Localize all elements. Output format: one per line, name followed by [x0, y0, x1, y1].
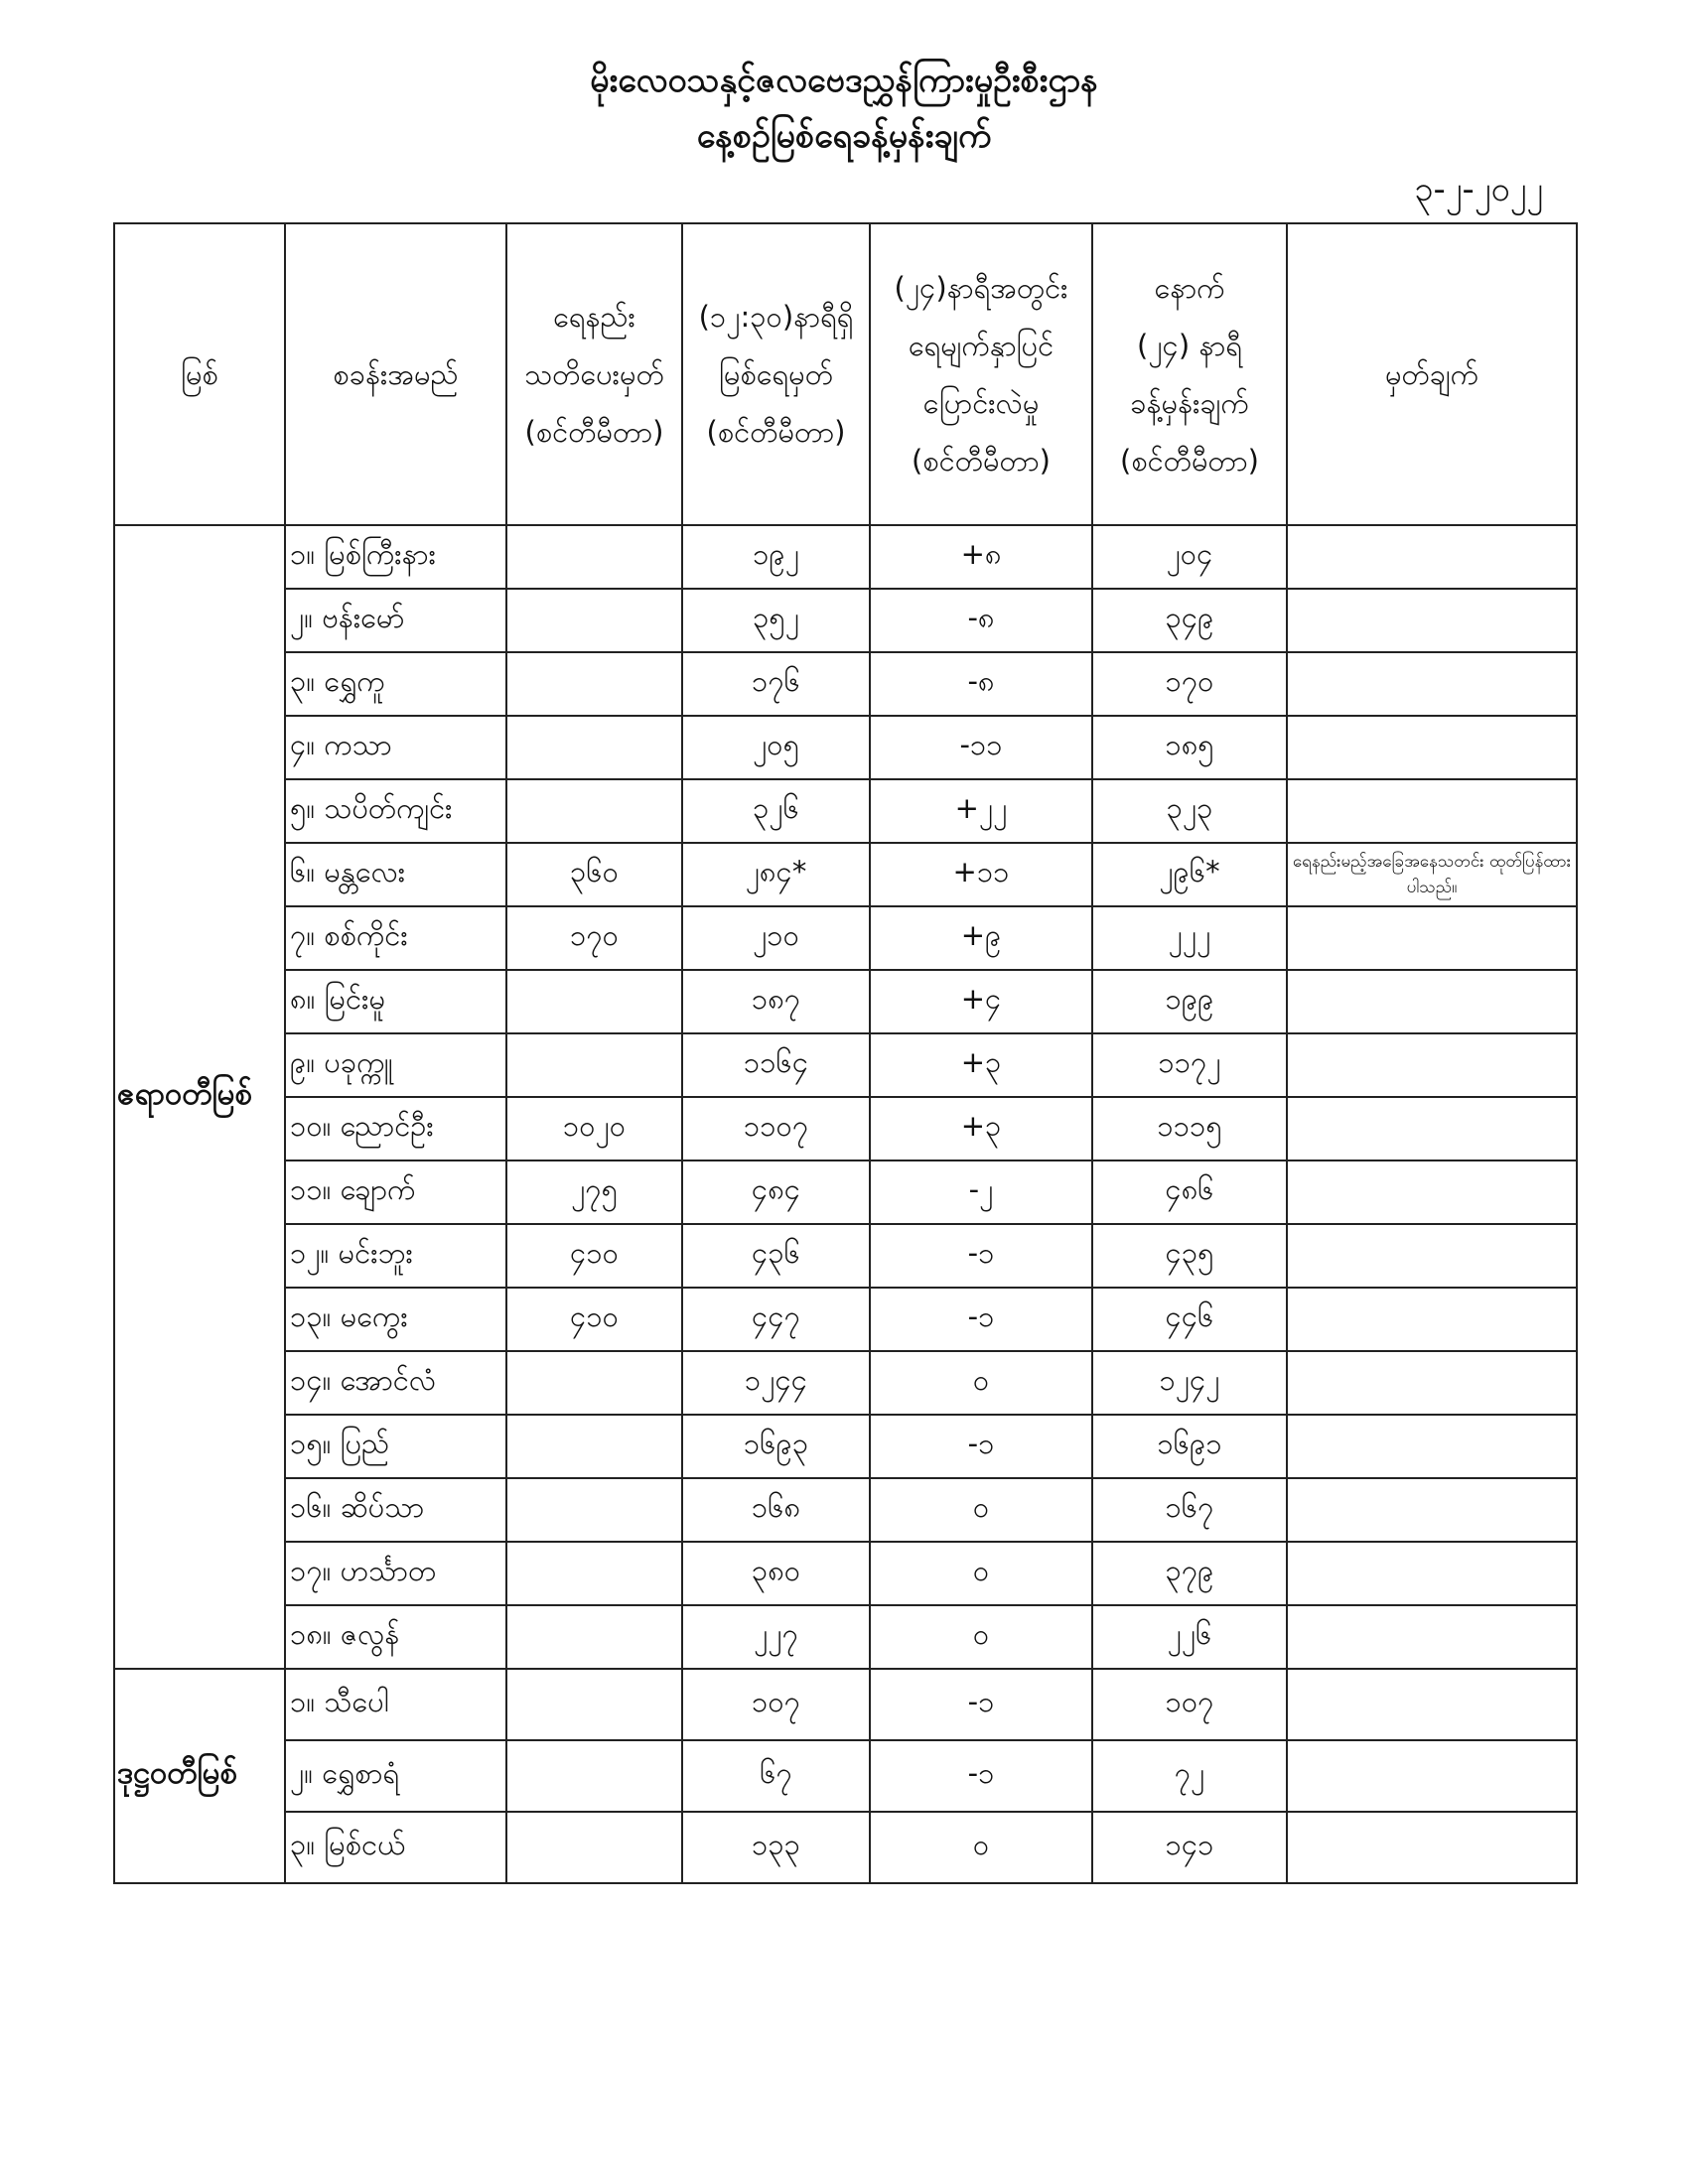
- remark-cell: ရေနည်းမည့်အခြေအနေသတင်း ထုတ်ပြန်ထားပါသည်။: [1287, 843, 1577, 906]
- header-line: ပြောင်းလဲမှု: [922, 386, 1040, 420]
- forecast-cell: ၄၈၆: [1092, 1160, 1287, 1224]
- station-cell: ၆။ မန္တလေး: [285, 843, 506, 906]
- table-row: [114, 1478, 1577, 1542]
- station-cell: ၁၄။ အောင်လံ: [285, 1351, 506, 1415]
- change-cell: ၀: [870, 1478, 1092, 1542]
- table-body: [114, 525, 1577, 1883]
- forecast-cell: ၃၇၉: [1092, 1542, 1287, 1605]
- forecast-cell: ၇၂: [1092, 1740, 1287, 1812]
- low-warning-cell: ၂၇၅: [506, 1160, 682, 1224]
- remark-cell: [1287, 1605, 1577, 1669]
- remark-cell: [1287, 1542, 1577, 1605]
- change-cell: +၃: [870, 1097, 1092, 1160]
- change-cell: -၈: [870, 652, 1092, 716]
- table-row: [114, 1033, 1577, 1097]
- station-cell: ၁၀။ ညောင်ဦး: [285, 1097, 506, 1160]
- change-cell: ၀: [870, 1812, 1092, 1883]
- forecast-cell: ၁၉၉: [1092, 970, 1287, 1033]
- station-cell: ၈။ မြင်းမူ: [285, 970, 506, 1033]
- water-level-cell: ၃၅၂: [682, 589, 870, 652]
- station-cell: ၄။ ကသာ: [285, 716, 506, 779]
- water-level-cell: ၂၂၇: [682, 1605, 870, 1669]
- table-row: [114, 716, 1577, 779]
- water-level-cell: ၄၃၆: [682, 1224, 870, 1288]
- remark-cell: [1287, 1033, 1577, 1097]
- forecast-cell: ၁၁၇၂: [1092, 1033, 1287, 1097]
- water-level-cell: ၁၈၇: [682, 970, 870, 1033]
- low-warning-cell: [506, 1351, 682, 1415]
- station-cell: ၂။ ရွှေစာရံ: [285, 1740, 506, 1812]
- report-date: ၃-၂-၂၀၂၂: [1414, 170, 1543, 209]
- table-row: [114, 1740, 1577, 1812]
- change-cell: ၀: [870, 1351, 1092, 1415]
- table-row: [114, 779, 1577, 843]
- water-level-cell: ၄၄၇: [682, 1288, 870, 1351]
- remark-cell: [1287, 716, 1577, 779]
- forecast-cell: ၃၂၃: [1092, 779, 1287, 843]
- col-header-24h-change: [870, 223, 1092, 525]
- remark-cell: [1287, 1740, 1577, 1812]
- water-level-cell: ၂၀၅: [682, 716, 870, 779]
- low-warning-cell: ၁၀၂၀: [506, 1097, 682, 1160]
- header-line: (စင်တီမီတာ): [912, 444, 1051, 478]
- low-warning-cell: [506, 1478, 682, 1542]
- table-row: [114, 652, 1577, 716]
- low-warning-cell: ၄၁၀: [506, 1288, 682, 1351]
- water-level-cell: ၁၀၇: [682, 1669, 870, 1740]
- remark-cell: [1287, 1288, 1577, 1351]
- table-header-row: [114, 223, 1577, 525]
- change-cell: -၂: [870, 1160, 1092, 1224]
- water-level-cell: ၁၆၉၃: [682, 1415, 870, 1478]
- table-row: [114, 1160, 1577, 1224]
- table-row: [114, 1351, 1577, 1415]
- remark-cell: [1287, 1097, 1577, 1160]
- forecast-cell: ၁၇၀: [1092, 652, 1287, 716]
- header-line: ရေနည်း: [553, 300, 635, 334]
- table-row: [114, 906, 1577, 970]
- station-cell: ၂။ ဗန်းမော်: [285, 589, 506, 652]
- low-warning-cell: ၁၇၀: [506, 906, 682, 970]
- change-cell: +၈: [870, 525, 1092, 589]
- col-header-river: [114, 223, 285, 525]
- remark-cell: [1287, 1415, 1577, 1478]
- station-cell: ၁။ သီပေါ: [285, 1669, 506, 1740]
- change-cell: ၀: [870, 1605, 1092, 1669]
- forecast-cell: ၄၄၆: [1092, 1288, 1287, 1351]
- low-warning-cell: [506, 1740, 682, 1812]
- change-cell: -၈: [870, 589, 1092, 652]
- col-header-24h-forecast: [1092, 223, 1287, 525]
- page-subtitle: နေ့စဉ်မြစ်ရေခန့်မှန်းချက်: [696, 116, 992, 156]
- header-line: ခန့်မှန်းချက်: [1130, 386, 1249, 420]
- header-line: (စင်တီမီတာ): [1120, 444, 1259, 478]
- low-warning-cell: [506, 1033, 682, 1097]
- low-warning-cell: [506, 1542, 682, 1605]
- table-row: [114, 1224, 1577, 1288]
- forecast-cell: ၃၄၉: [1092, 589, 1287, 652]
- forecast-cell: ၁၈၅: [1092, 716, 1287, 779]
- header-line: (၁၂:၃၀)နာရီရှိ: [698, 300, 854, 334]
- remark-cell: [1287, 1160, 1577, 1224]
- remark-cell: [1287, 1478, 1577, 1542]
- low-warning-cell: [506, 1669, 682, 1740]
- table-row: [114, 1669, 1577, 1740]
- remark-cell: [1287, 970, 1577, 1033]
- change-cell: -၁: [870, 1224, 1092, 1288]
- low-warning-cell: [506, 779, 682, 843]
- forecast-cell: ၁၄၁: [1092, 1812, 1287, 1883]
- station-cell: ၁၃။ မကွေး: [285, 1288, 506, 1351]
- low-warning-cell: ၄၁၀: [506, 1224, 682, 1288]
- station-cell: ၉။ ပခုက္ကူ: [285, 1033, 506, 1097]
- water-level-cell: ၁၆၈: [682, 1478, 870, 1542]
- table-row: [114, 1542, 1577, 1605]
- table-row: [114, 1288, 1577, 1351]
- station-cell: ၃။ မြစ်ငယ်: [285, 1812, 506, 1883]
- remark-cell: [1287, 652, 1577, 716]
- table-row: [114, 1097, 1577, 1160]
- change-cell: +၁၁: [870, 843, 1092, 906]
- water-level-cell: ၁၁၆၄: [682, 1033, 870, 1097]
- station-cell: ၃။ ရွှေကူ: [285, 652, 506, 716]
- water-level-cell: ၁၉၂: [682, 525, 870, 589]
- header-line: (စင်တီမီတာ): [706, 415, 846, 449]
- water-level-cell: ၄၈၄: [682, 1160, 870, 1224]
- water-level-cell: ၆၇: [682, 1740, 870, 1812]
- remark-cell: [1287, 1224, 1577, 1288]
- water-level-cell: ၁၂၄၄: [682, 1351, 870, 1415]
- forecast-cell: ၂၂၂: [1092, 906, 1287, 970]
- station-cell: ၁၂။ မင်းဘူး: [285, 1224, 506, 1288]
- remark-cell: [1287, 779, 1577, 843]
- water-level-cell: ၁၃၃: [682, 1812, 870, 1883]
- header-line: (စင်တီမီတာ): [524, 415, 664, 449]
- change-cell: +၉: [870, 906, 1092, 970]
- water-level-cell: ၃၈၀: [682, 1542, 870, 1605]
- low-warning-cell: ၃၆၀: [506, 843, 682, 906]
- change-cell: -၁၁: [870, 716, 1092, 779]
- low-warning-cell: [506, 970, 682, 1033]
- table-row: [114, 1812, 1577, 1883]
- change-cell: -၁: [870, 1740, 1092, 1812]
- remark-cell: [1287, 906, 1577, 970]
- low-warning-cell: [506, 525, 682, 589]
- col-header-remarks: [1287, 223, 1577, 525]
- water-level-cell: ၁၇၆: [682, 652, 870, 716]
- river-forecast-table: [113, 222, 1578, 1884]
- table-row: [114, 843, 1577, 906]
- remark-cell: [1287, 1812, 1577, 1883]
- station-cell: ၅။ သပိတ်ကျင်း: [285, 779, 506, 843]
- station-cell: ၁၆။ ဆိပ်သာ: [285, 1478, 506, 1542]
- low-warning-cell: [506, 652, 682, 716]
- header-line: စခန်းအမည်: [333, 357, 459, 391]
- water-level-cell: ၃၂၆: [682, 779, 870, 843]
- remark-cell: [1287, 1351, 1577, 1415]
- forecast-cell: ၂၀၄: [1092, 525, 1287, 589]
- river-name-cell: ဧရာဝတီမြစ်: [114, 525, 285, 1669]
- header-line: သတိပေးမှတ်: [524, 357, 664, 391]
- table-row: [114, 525, 1577, 589]
- water-level-cell: ၁၁၀၇: [682, 1097, 870, 1160]
- col-header-station: [285, 223, 506, 525]
- forecast-cell: ၁၂၄၂: [1092, 1351, 1287, 1415]
- remark-cell: [1287, 589, 1577, 652]
- low-warning-cell: [506, 716, 682, 779]
- forecast-cell: ၁၀၇: [1092, 1669, 1287, 1740]
- low-warning-cell: [506, 589, 682, 652]
- change-cell: -၁: [870, 1415, 1092, 1478]
- low-warning-cell: [506, 1415, 682, 1478]
- remark-cell: [1287, 525, 1577, 589]
- header-line: မှတ်ချက်: [1384, 357, 1479, 391]
- col-header-water-level: [682, 223, 870, 525]
- station-cell: ၁၇။ ဟင်္သာတ: [285, 1542, 506, 1605]
- forecast-cell: ၂၉၆*: [1092, 843, 1287, 906]
- low-warning-cell: [506, 1812, 682, 1883]
- station-cell: ၁၅။ ပြည်: [285, 1415, 506, 1478]
- forecast-cell: ၁၆၇: [1092, 1478, 1287, 1542]
- table-row: [114, 1415, 1577, 1478]
- change-cell: -၁: [870, 1669, 1092, 1740]
- page-title: မိုးလေဝသနှင့်ဇလဗေဒညွှန်ကြားမှုဦးစီးဌာန: [590, 61, 1098, 100]
- header-line: (၂၄) နာရီ: [1137, 329, 1242, 362]
- change-cell: +၂၂: [870, 779, 1092, 843]
- forecast-cell: ၄၃၅: [1092, 1224, 1287, 1288]
- remark-cell: [1287, 1669, 1577, 1740]
- river-name-cell: ဒုဋ္ဌဝတီမြစ်: [114, 1669, 285, 1883]
- forecast-cell: ၂၂၆: [1092, 1605, 1287, 1669]
- station-cell: ၁၁။ ချောက်: [285, 1160, 506, 1224]
- station-cell: ၇။ စစ်ကိုင်း: [285, 906, 506, 970]
- forecast-cell: ၁၁၁၅: [1092, 1097, 1287, 1160]
- table-row: [114, 1605, 1577, 1669]
- header-line: ရေမျက်နှာပြင်: [908, 329, 1055, 362]
- water-level-cell: ၂၈၄*: [682, 843, 870, 906]
- table-row: [114, 589, 1577, 652]
- header-line: မြစ်: [181, 357, 218, 391]
- change-cell: ၀: [870, 1542, 1092, 1605]
- header-line: နောက်: [1154, 271, 1225, 305]
- low-warning-cell: [506, 1605, 682, 1669]
- water-level-cell: ၂၁၀: [682, 906, 870, 970]
- change-cell: +၄: [870, 970, 1092, 1033]
- table-row: [114, 970, 1577, 1033]
- change-cell: +၃: [870, 1033, 1092, 1097]
- header-line: မြစ်ရေမှတ်: [719, 357, 833, 391]
- station-cell: ၁။ မြစ်ကြီးနား: [285, 525, 506, 589]
- header-line: (၂၄)နာရီအတွင်း: [894, 271, 1068, 305]
- forecast-cell: ၁၆၉၁: [1092, 1415, 1287, 1478]
- station-cell: ၁၈။ ဇလွန်: [285, 1605, 506, 1669]
- change-cell: -၁: [870, 1288, 1092, 1351]
- col-header-low-warning: [506, 223, 682, 525]
